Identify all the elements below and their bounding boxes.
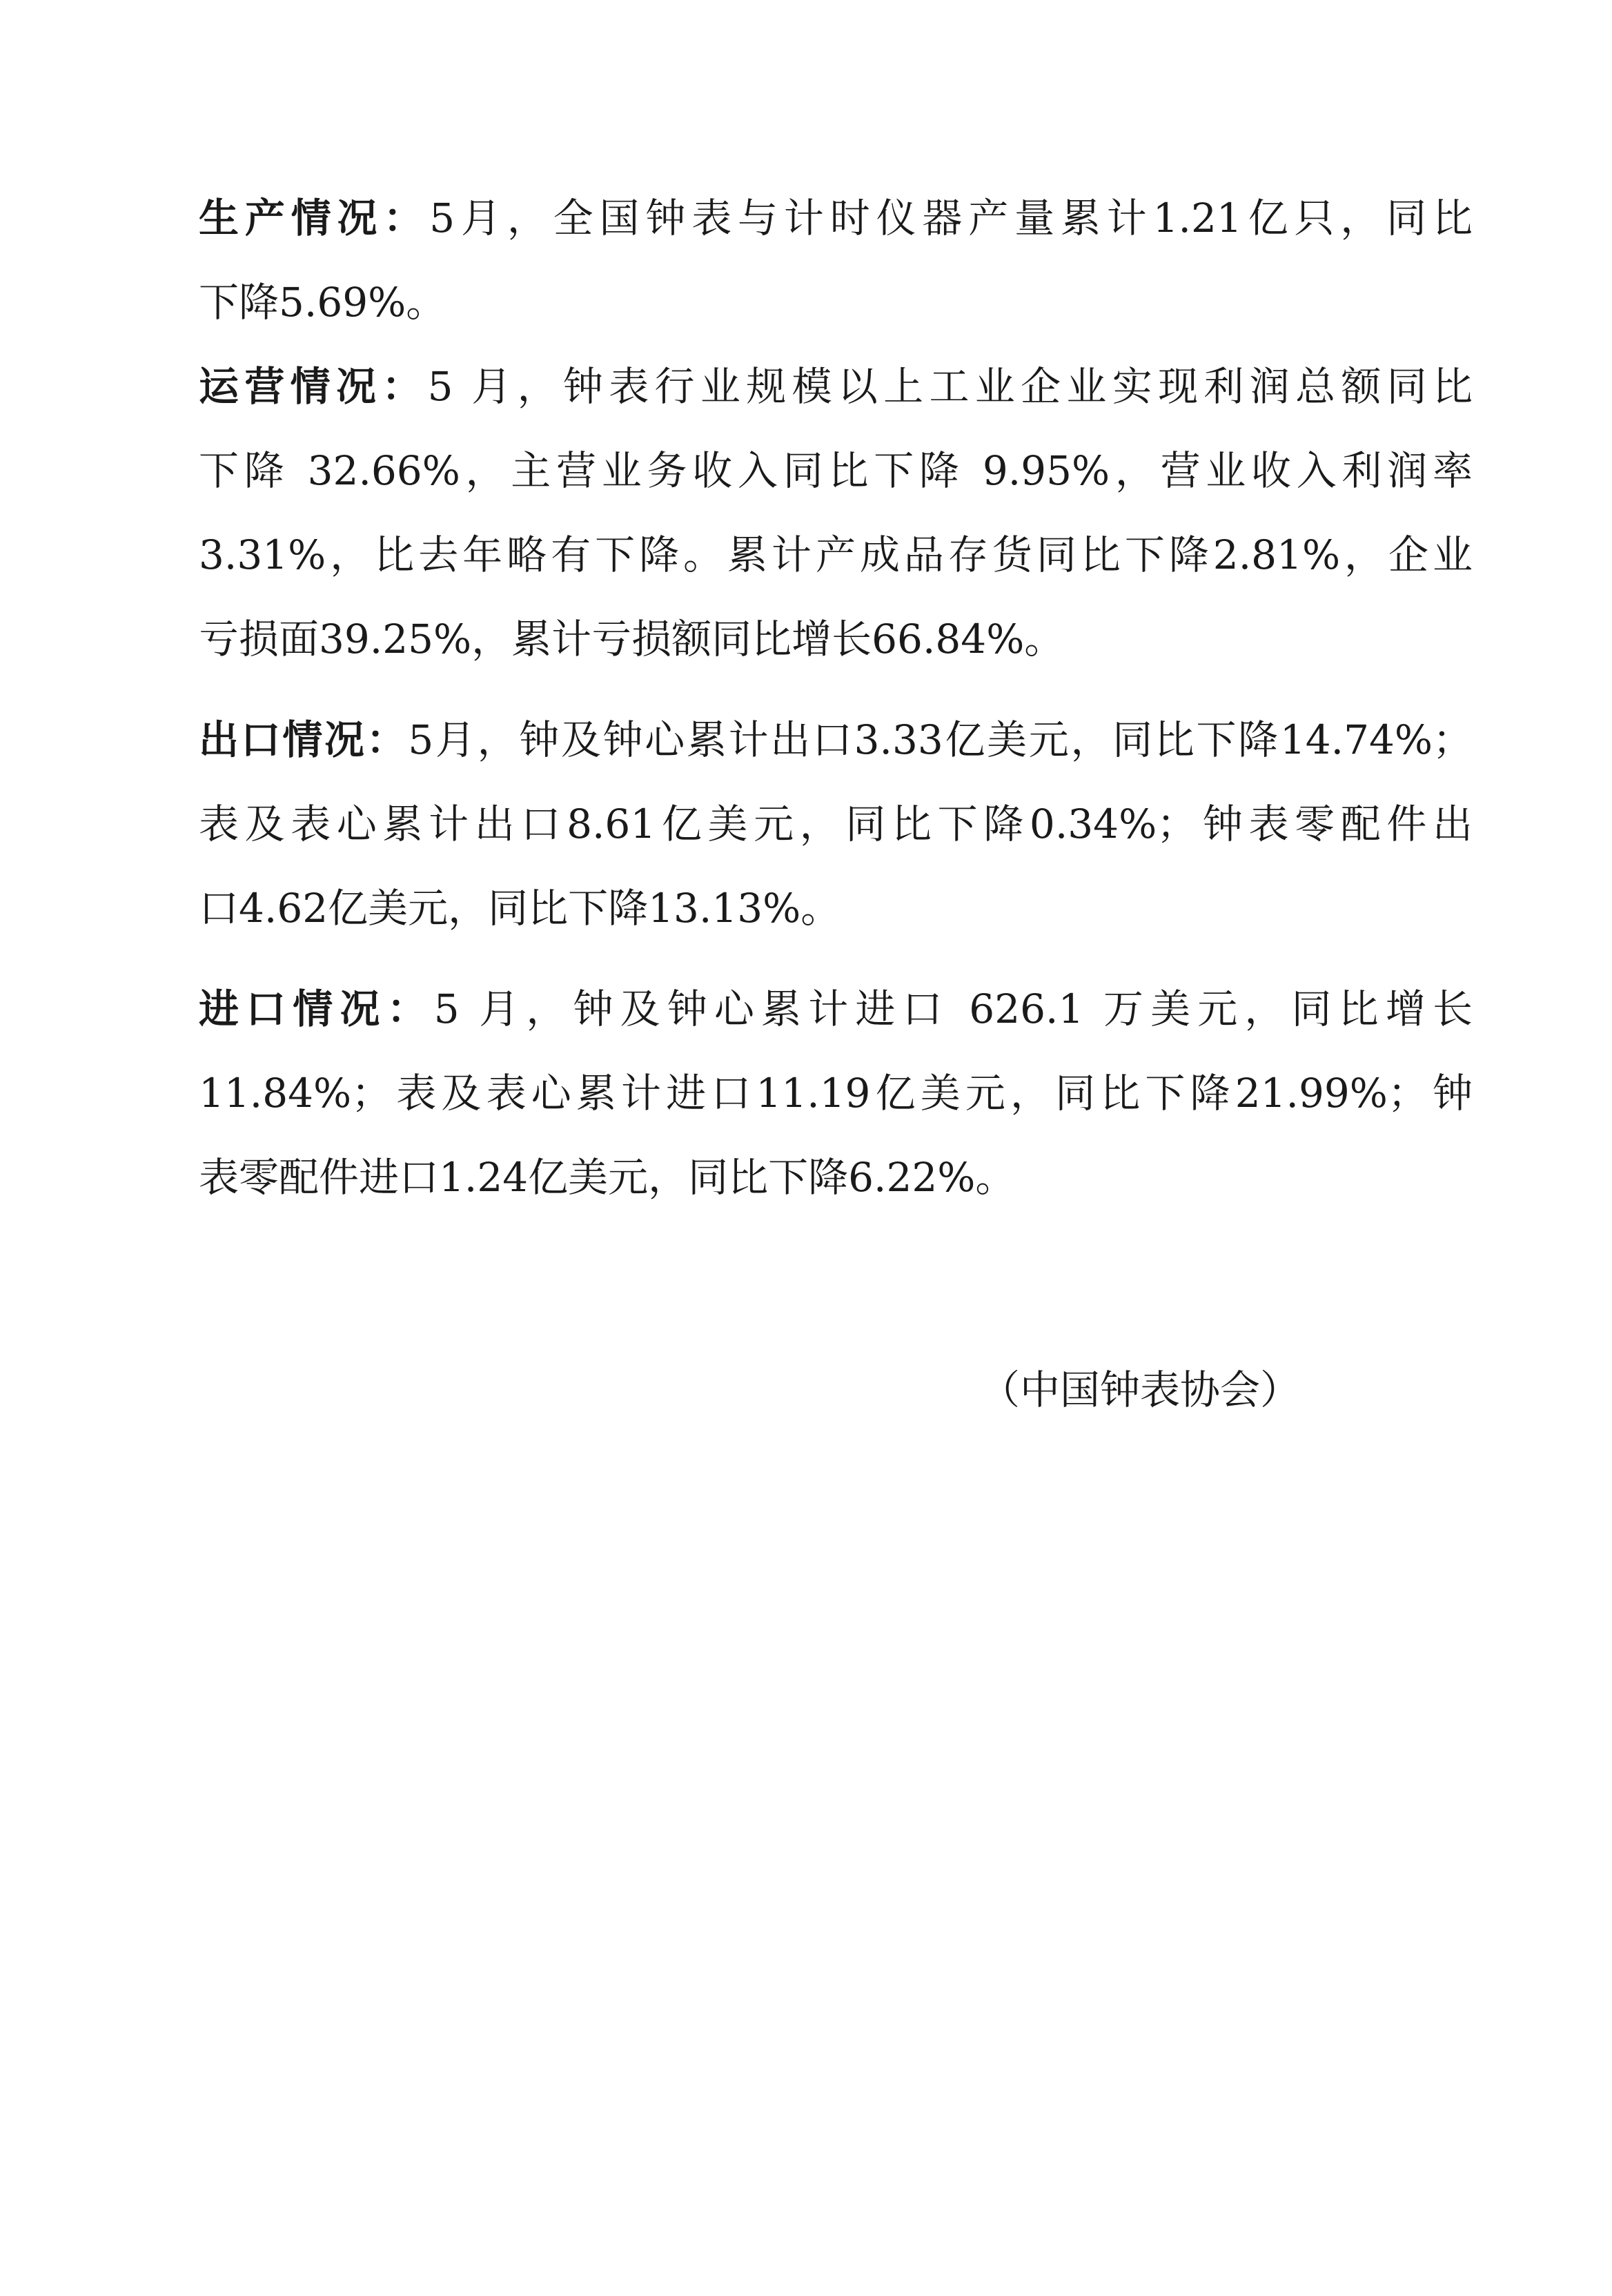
line-text: 5月，钟及钟心累计出口3.33亿美元，同比下降14.74%；: [408, 716, 1473, 763]
import-paragraph: [199, 967, 1473, 1219]
section-heading: 进口情况：: [199, 985, 434, 1032]
section-heading: 生产情况：: [199, 195, 430, 242]
paragraph-line: 下降5.69%。: [199, 279, 446, 326]
operation-paragraph: [199, 344, 1473, 681]
paragraph-line: 11.84%；表及表心累计进口11.19亿美元，同比下降21.99%；钟: [199, 1070, 1473, 1117]
paragraph-line: 亏损面39.25%，累计亏损额同比增长66.84%。: [199, 616, 1065, 663]
line-text: 5 月，钟及钟心累计进口 626.1 万美元，同比增长: [433, 985, 1473, 1032]
paragraph-line: [199, 967, 1473, 1051]
line-text: 5月，全国钟表与计时仪器产量累计1.21亿只，同比: [429, 195, 1473, 242]
paragraph-line: 口4.62亿美元，同比下降13.13%。: [199, 885, 841, 932]
line-text: 5 月，钟表行业规模以上工业企业实现利润总额同比: [427, 363, 1473, 410]
paragraph-line: 下降 32.66%，主营业务收入同比下降 9.95%，营业收入利润率: [199, 447, 1473, 494]
paragraph-line: 表零配件进口1.24亿美元，同比下降6.22%。: [199, 1154, 1016, 1201]
production-paragraph: [199, 176, 1473, 344]
section-heading: 运营情况：: [199, 363, 428, 410]
export-paragraph: [199, 698, 1473, 950]
paragraph-line: 表及表心累计出口8.61亿美元，同比下降0.34%；钟表零配件出: [199, 801, 1473, 847]
source-attribution: （中国钟表协会）: [980, 1366, 1301, 1413]
paragraph-line: 3.31%，比去年略有下降。累计产成品存货同比下降2.81%，企业: [199, 531, 1473, 578]
paragraph-line: [199, 344, 1473, 429]
paragraph-line: [199, 698, 1473, 782]
section-heading: 出口情况：: [199, 716, 409, 763]
paragraph-line: [199, 176, 1473, 260]
